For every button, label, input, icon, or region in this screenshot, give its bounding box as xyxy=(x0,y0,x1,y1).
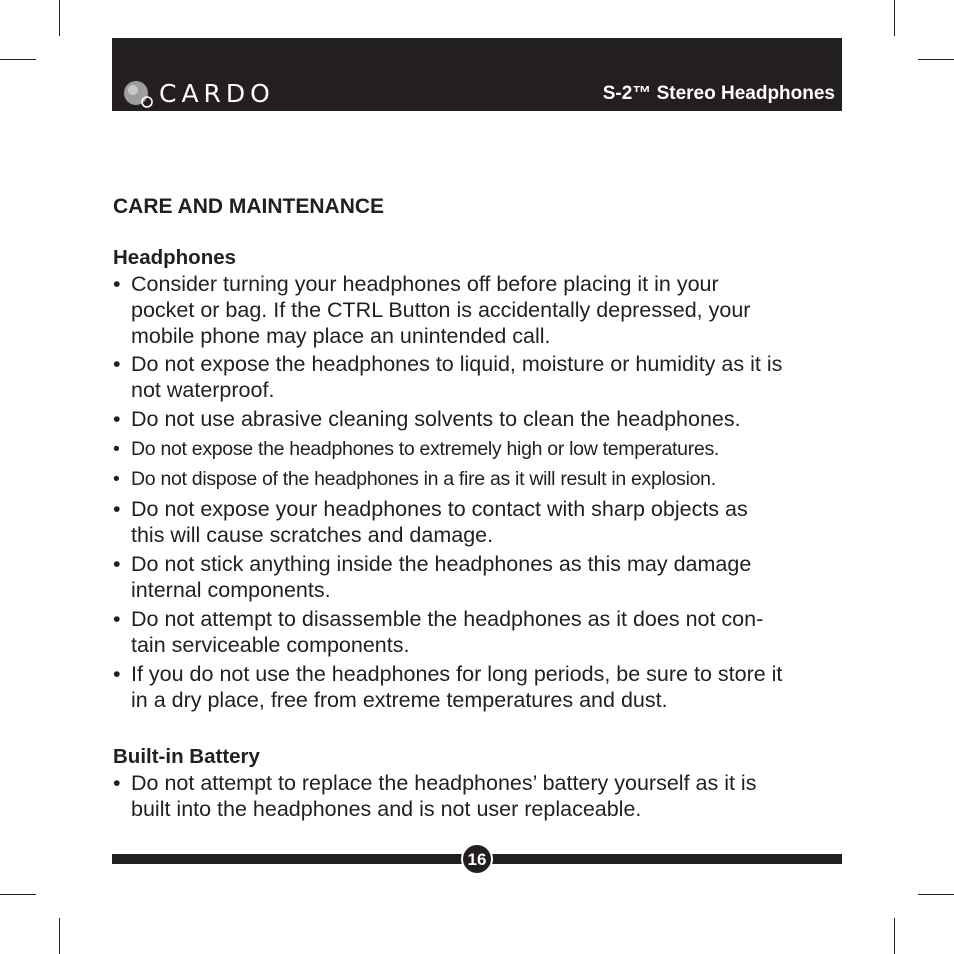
product-name: S-2™ Stereo Headphones xyxy=(602,83,835,104)
cardo-logo-icon xyxy=(122,78,156,108)
list-item: • Do not expose the headphones to liquid, moisture or humidity as it is not waterproof. xyxy=(113,351,843,403)
crop-mark xyxy=(59,0,60,36)
list-item: • Consider turning your headphones off before placing it in your pocket or bag. If the CTRL Button is accidentally depressed, your mobile phone may place an unintended call. xyxy=(113,271,843,349)
crop-mark xyxy=(0,59,36,60)
headphones-care-list xyxy=(113,271,843,713)
list-item: • Do not use abrasive cleaning solvents to clean the headphones. xyxy=(113,406,843,432)
crop-mark xyxy=(59,918,60,954)
list-item: • Do not expose the headphones to extremely high or low temperatures. xyxy=(113,436,843,462)
crop-mark xyxy=(894,0,895,36)
list-item: • If you do not use the headphones for long periods, be sure to store it in a dry place, free from extreme temperatures and dust. xyxy=(113,661,843,713)
list-item: • Do not attempt to replace the headphones’ battery yourself as it is built into the headphones and is not user replaceable. xyxy=(113,770,843,822)
crop-mark xyxy=(894,918,895,954)
section-heading-battery: Built-in Battery xyxy=(113,745,260,768)
page-number: 16 xyxy=(461,843,493,875)
list-item: • Do not expose your headphones to contact with sharp objects as this will cause scratches and damage. xyxy=(113,496,843,548)
crop-mark xyxy=(0,894,36,895)
crop-mark xyxy=(918,59,954,60)
crop-mark xyxy=(918,894,954,895)
section-heading-headphones: Headphones xyxy=(113,246,237,269)
list-item: • Do not dispose of the headphones in a fire as it will result in explosion. xyxy=(113,466,843,492)
battery-care-list xyxy=(113,770,843,822)
brand-logo xyxy=(122,78,275,108)
brand-name: CARDO xyxy=(159,78,275,108)
page-title: CARE AND MAINTENANCE xyxy=(113,195,385,218)
list-item: • Do not stick anything inside the headphones as this may damage internal components. xyxy=(113,551,843,603)
list-item: • Do not attempt to disassemble the headphones as it does not con- tain serviceable components. xyxy=(113,606,843,658)
document-body xyxy=(113,193,843,825)
page-header xyxy=(112,38,842,111)
